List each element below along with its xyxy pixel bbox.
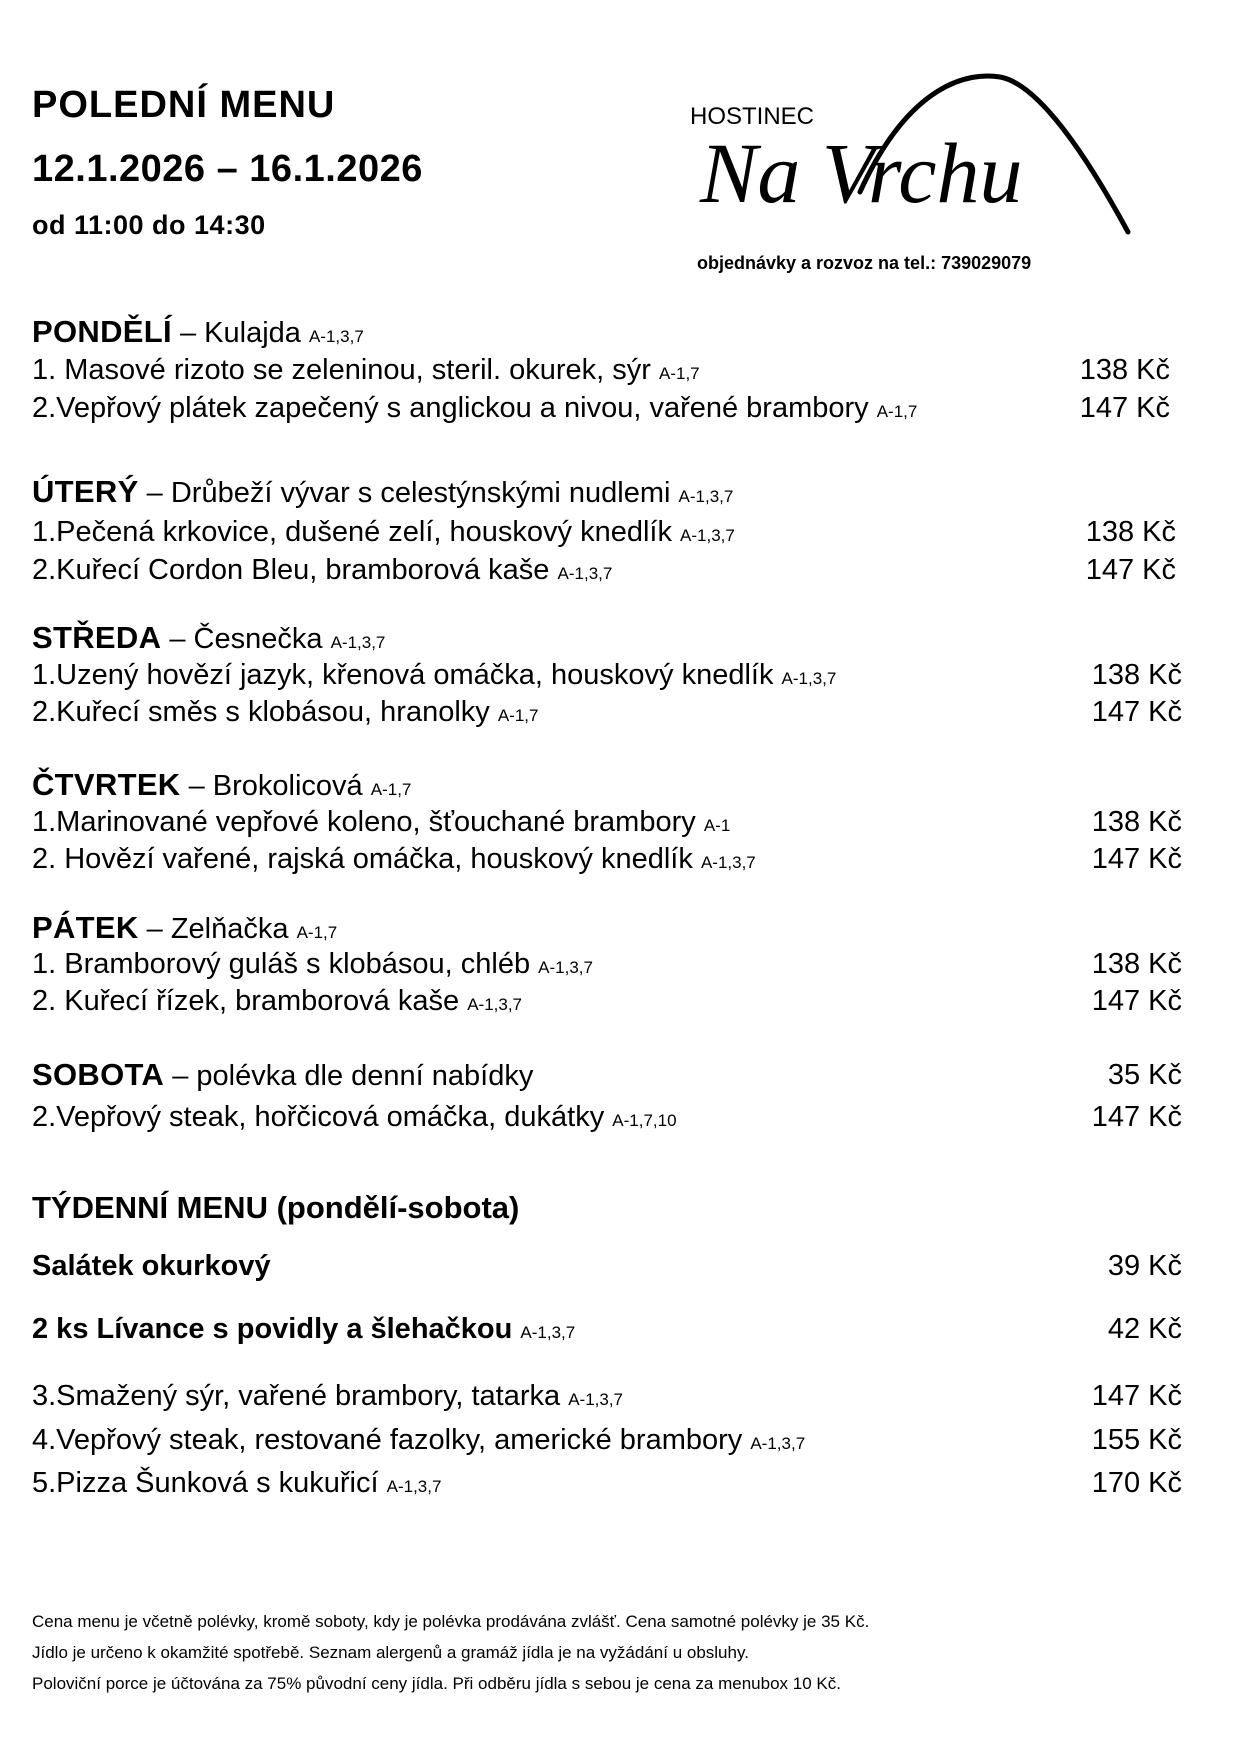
menu-item <box>32 692 1240 732</box>
soup-name: Kulajda <box>204 317 301 349</box>
item-price: 138 Kč <box>1085 516 1176 548</box>
allergens: A-1,3,7 <box>750 1434 806 1453</box>
allergens: A-1,3,7 <box>308 327 364 346</box>
item-price: 138 Kč <box>1091 948 1182 980</box>
allergens: A-1 <box>703 816 731 835</box>
item-name: 1.Uzený hovězí jazyk, křenová omáčka, houskový knedlík <box>32 659 774 691</box>
allergens: A-1,7 <box>659 364 700 383</box>
day-name: ČTVRTEK <box>32 767 181 802</box>
date-range: 12.1.2026 – 16.1.2026 <box>32 148 423 190</box>
day-header-monday <box>32 312 1240 352</box>
item-name: 2. Kuřecí řízek, bramborová kaše <box>32 985 460 1017</box>
day-name: ÚTERÝ <box>32 474 139 509</box>
soup-name: Drůbeží vývar s celestýnskými nudlemi <box>170 477 671 509</box>
dash: – <box>169 623 186 655</box>
item-price: 42 Kč <box>1107 1313 1182 1345</box>
dash: – <box>188 770 205 802</box>
allergens: A-1,7 <box>876 402 918 421</box>
allergens: A-1,3,7 <box>680 526 735 545</box>
day-name: STŘEDA <box>32 620 162 655</box>
item-price: 147 Kč <box>1091 843 1182 875</box>
logo-small-text: HOSTINEC <box>690 103 815 130</box>
menu-item <box>32 388 1240 428</box>
allergens: A-1,7 <box>497 706 539 725</box>
soup-name: polévka dle denní nabídky <box>196 1060 534 1092</box>
menu-item <box>32 550 1240 590</box>
item-name: 2.Kuřecí směs s klobásou, hranolky <box>32 696 490 728</box>
item-name: 2 ks Lívance s povidly a šlehačkou <box>32 1313 513 1345</box>
weekly-menu-heading: TÝDENNÍ MENU (pondělí-sobota) <box>32 1190 520 1225</box>
item-name: 2.Vepřový plátek zapečený s anglickou a nivou, vařené brambory <box>32 392 869 424</box>
item-price: 39 Kč <box>1107 1250 1182 1282</box>
footer-note: Cena menu je včetně polévky, kromě soboty, kdy je polévka prodávána zvlášť. Cena samotné polévky je 35 Kč. <box>32 1612 870 1631</box>
footer-note: Poloviční porce je účtována za 75% původní ceny jídla. Při odběru jídla s sebou je cena za menubox 10 Kč. <box>32 1674 841 1693</box>
day-header-wednesday <box>32 618 1240 658</box>
item-name: 1. Masové rizoto se zeleninou, steril. okurek, sýr <box>32 354 651 386</box>
item-name: 1.Marinované vepřové koleno, šťouchané brambory <box>32 806 696 838</box>
item-price: 147 Kč <box>1091 1380 1182 1412</box>
allergens: A-1,3,7 <box>781 669 837 688</box>
item-price: 155 Kč <box>1091 1424 1182 1456</box>
weekly-item <box>32 1463 1240 1503</box>
item-name: 2.Kuřecí Cordon Bleu, bramborová kaše <box>32 554 550 586</box>
day-name: PÁTEK <box>32 910 139 945</box>
weekly-item <box>32 1420 1240 1460</box>
allergens: A-1,7 <box>296 923 338 942</box>
soup-price: 35 Kč <box>1107 1059 1182 1091</box>
soup-name: Česnečka <box>193 623 323 655</box>
menu-item <box>32 350 1240 390</box>
day-header-saturday <box>32 1055 1240 1095</box>
item-name: 3.Smažený sýr, vařené brambory, tatarka <box>32 1380 561 1412</box>
item-name: Salátek okurkový <box>32 1250 271 1282</box>
menu-item <box>32 944 1240 984</box>
item-price: 138 Kč <box>1091 659 1182 691</box>
soup-name: Zelňačka <box>170 913 289 945</box>
day-name: SOBOTA <box>32 1057 165 1092</box>
menu-item <box>32 1097 1240 1137</box>
allergens: A-1,7,10 <box>612 1111 677 1130</box>
item-name: 4.Vepřový steak, restované fazolky, americké brambory <box>32 1424 743 1456</box>
allergens: A-1,3,7 <box>386 1477 442 1496</box>
item-name: 2. Hovězí vařené, rajská omáčka, houskový knedlík <box>32 843 693 875</box>
allergens: A-1,3,7 <box>330 633 386 652</box>
soup-name: Brokolicová <box>212 770 363 802</box>
dash: – <box>179 317 197 349</box>
menu-item <box>32 512 1240 552</box>
item-name: 1.Pečená krkovice, dušené zelí, houskový knedlík <box>32 516 672 548</box>
item-price: 147 Kč <box>1091 1101 1182 1133</box>
allergens: A-1,3,7 <box>678 487 734 506</box>
day-header-tuesday <box>32 472 1240 512</box>
page-title: POLEDNÍ MENU <box>32 84 336 126</box>
allergens: A-1,3,7 <box>700 853 756 872</box>
allergens: A-1,7 <box>370 780 412 799</box>
menu-item <box>32 981 1240 1021</box>
day-name: PONDĚLÍ <box>32 314 172 349</box>
restaurant-logo <box>670 62 1140 262</box>
item-name: 1. Bramborový guláš s klobásou, chléb <box>32 948 531 980</box>
item-price: 138 Kč <box>1091 806 1182 838</box>
item-price: 147 Kč <box>1079 392 1170 424</box>
item-price: 147 Kč <box>1091 985 1182 1017</box>
item-price: 170 Kč <box>1091 1467 1182 1499</box>
menu-item <box>32 802 1240 842</box>
dash: – <box>146 477 163 509</box>
dash: – <box>146 913 163 945</box>
weekly-item <box>32 1246 1240 1286</box>
menu-item <box>32 839 1240 879</box>
order-phone-note: objednávky a rozvoz na tel.: 739029079 <box>697 253 1032 273</box>
item-name: 5.Pizza Šunková s kukuřicí <box>32 1467 379 1499</box>
item-price: 147 Kč <box>1091 696 1182 728</box>
weekly-item <box>32 1309 1240 1349</box>
allergens: A-1,3,7 <box>568 1390 624 1409</box>
item-price: 147 Kč <box>1085 554 1176 586</box>
logo-arc-icon <box>670 62 1140 262</box>
item-price: 138 Kč <box>1079 354 1170 386</box>
item-name: 2.Vepřový steak, hořčicová omáčka, dukátky <box>32 1101 605 1133</box>
dash: – <box>172 1060 189 1092</box>
allergens: A-1,3,7 <box>467 995 523 1014</box>
day-header-friday <box>32 908 1240 948</box>
allergens: A-1,3,7 <box>538 958 593 977</box>
footer-note: Jídlo je určeno k okamžité spotřebě. Seznam alergenů a gramáž jídla je na vyžádání u obsluhy. <box>32 1643 749 1662</box>
logo-script-text: Na Vrchu <box>700 125 1023 221</box>
weekly-item <box>32 1376 1240 1416</box>
opening-hours: od 11:00 do 14:30 <box>32 210 266 240</box>
day-header-thursday <box>32 765 1240 805</box>
menu-item <box>32 655 1240 695</box>
allergens: A-1,3,7 <box>520 1323 576 1342</box>
allergens: A-1,3,7 <box>557 564 613 583</box>
